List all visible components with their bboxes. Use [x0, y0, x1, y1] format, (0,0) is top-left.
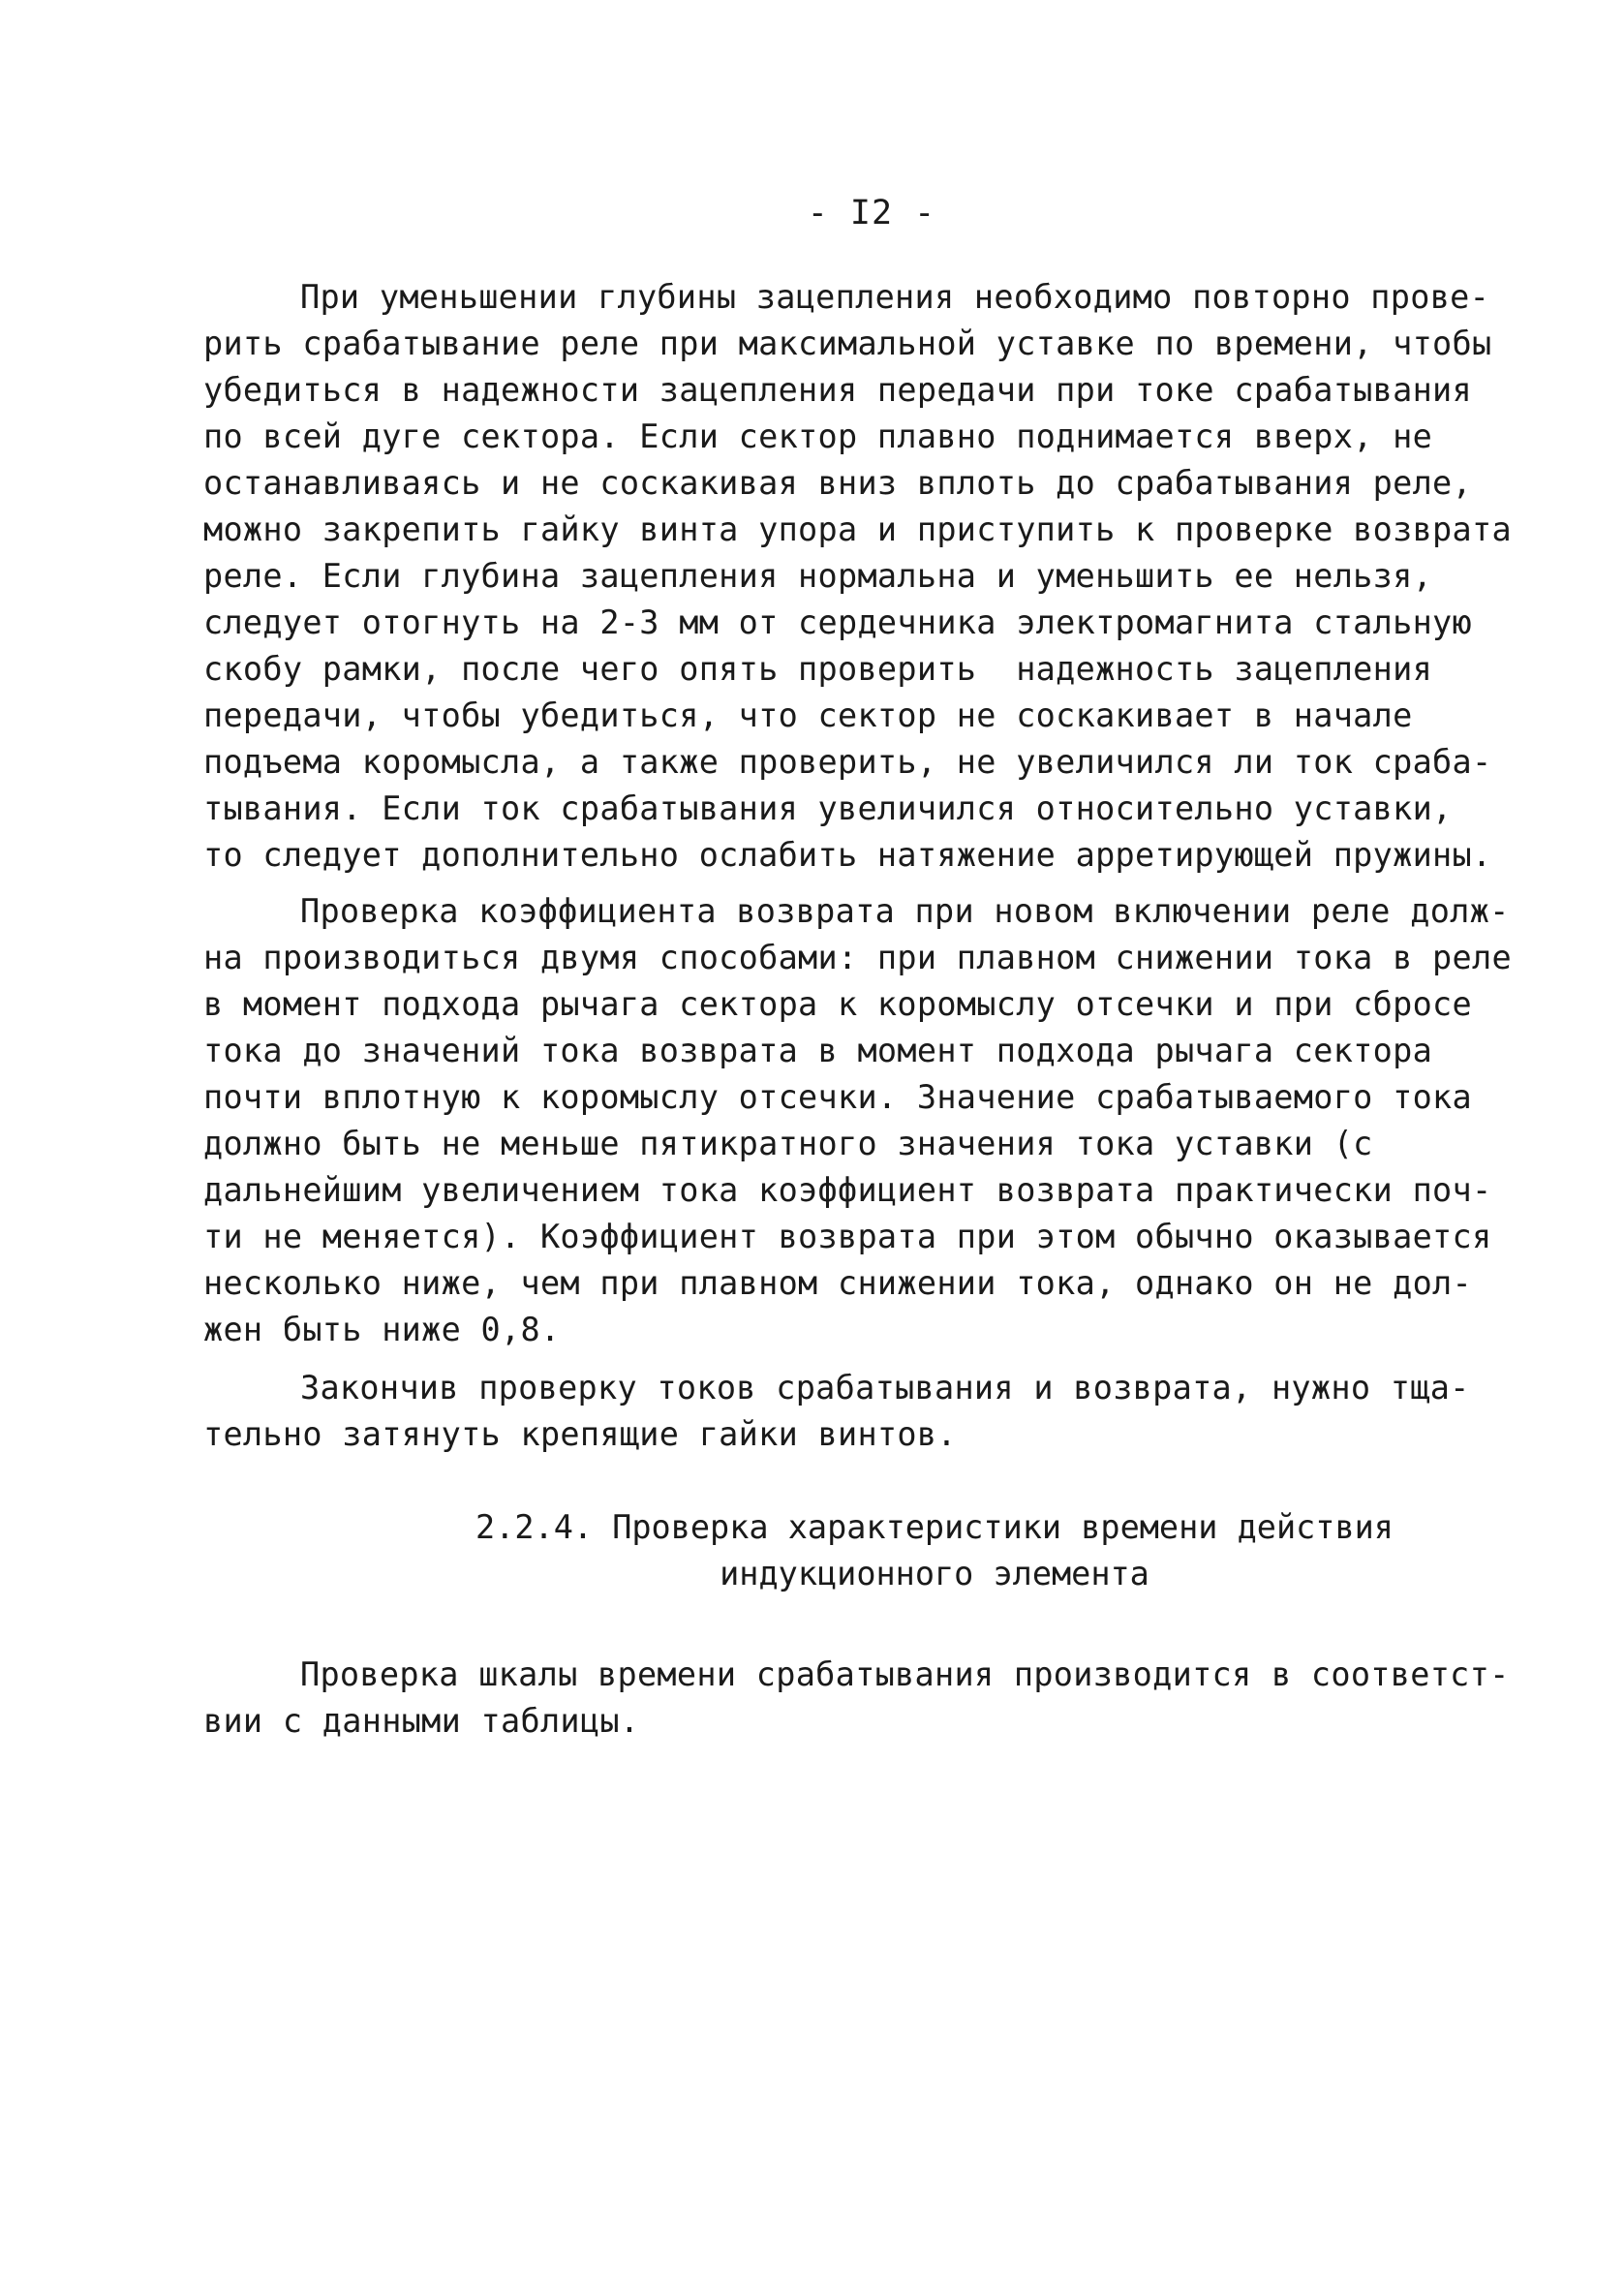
text-line: то следует дополнительно ослабить натяжение арретирующей пружины. [203, 836, 1492, 874]
text-line: подъема коромысла, а также проверить, не увеличился ли ток сраба- [203, 743, 1492, 781]
text-line: можно закрепить гайку винта упора и приступить к проверке возврата [203, 510, 1512, 548]
text-line: убедиться в надежности зацепления передачи при токе срабатывания [203, 371, 1472, 409]
text-line: Проверка шкалы времени срабатывания производится в соответст- [300, 1655, 1510, 1693]
text-line: жен быть ниже 0,8. [203, 1311, 561, 1348]
text-line: тока до значений тока возврата в момент подхода рычага сектора [203, 1032, 1433, 1069]
text-line: рить срабатывание реле при максимальной уставке по времени, чтобы [203, 325, 1492, 362]
text-line: останавливаясь и не соскакивая вниз вплоть до срабатывания реле, [203, 464, 1472, 502]
text-line: вии с данными таблицы. [203, 1702, 640, 1740]
text-line: Закончив проверку токов срабатывания и возврата, нужно тща- [300, 1369, 1470, 1407]
text-line: тывания. Если ток срабатывания увеличился относительно уставки, [203, 789, 1453, 827]
text-line: реле. Если глубина зацепления нормальна и уменьшить ее нельзя, [203, 557, 1433, 595]
text-line: ти не меняется). Коэффициент возврата при этом обычно оказывается [203, 1218, 1492, 1255]
text-line: следует отогнуть на 2-3 мм от сердечника электромагнита стальную [203, 603, 1472, 641]
text-line: должно быть не меньше пятикратного значения тока уставки (с [203, 1125, 1373, 1162]
text-line: дальнейшим увеличением тока коэффициент возврата практически поч- [203, 1171, 1492, 1209]
text-line: скобу рамки, после чего опять проверить надежность зацепления [203, 650, 1433, 688]
text-line: При уменьшении глубины зацепления необходимо повторно прове- [300, 278, 1490, 316]
section-heading-line: 2.2.4. Проверка характеристики времени действия [475, 1508, 1394, 1546]
text-line: передачи, чтобы убедиться, что сектор не соскакивает в начале [203, 696, 1413, 734]
text-line: в момент подхода рычага сектора к коромыслу отсечки и при сбросе [203, 985, 1472, 1023]
text-line: тельно затянуть крепящие гайки винтов. [203, 1415, 957, 1453]
text-line: почти вплотную к коромыслу отсечки. Значение срабатываемого тока [203, 1078, 1472, 1116]
text-line: несколько ниже, чем при плавном снижении тока, однако он не дол- [203, 1264, 1472, 1302]
section-heading-line: индукционного элемента [720, 1555, 1149, 1592]
page-number: - I2 - [807, 194, 936, 232]
text-line: по всей дуге сектора. Если сектор плавно поднимается вверх, не [203, 417, 1433, 455]
text-line: Проверка коэффициента возврата при новом включении реле долж- [300, 892, 1510, 930]
text-line: на производиться двумя способами: при плавном снижении тока в реле [203, 939, 1512, 976]
